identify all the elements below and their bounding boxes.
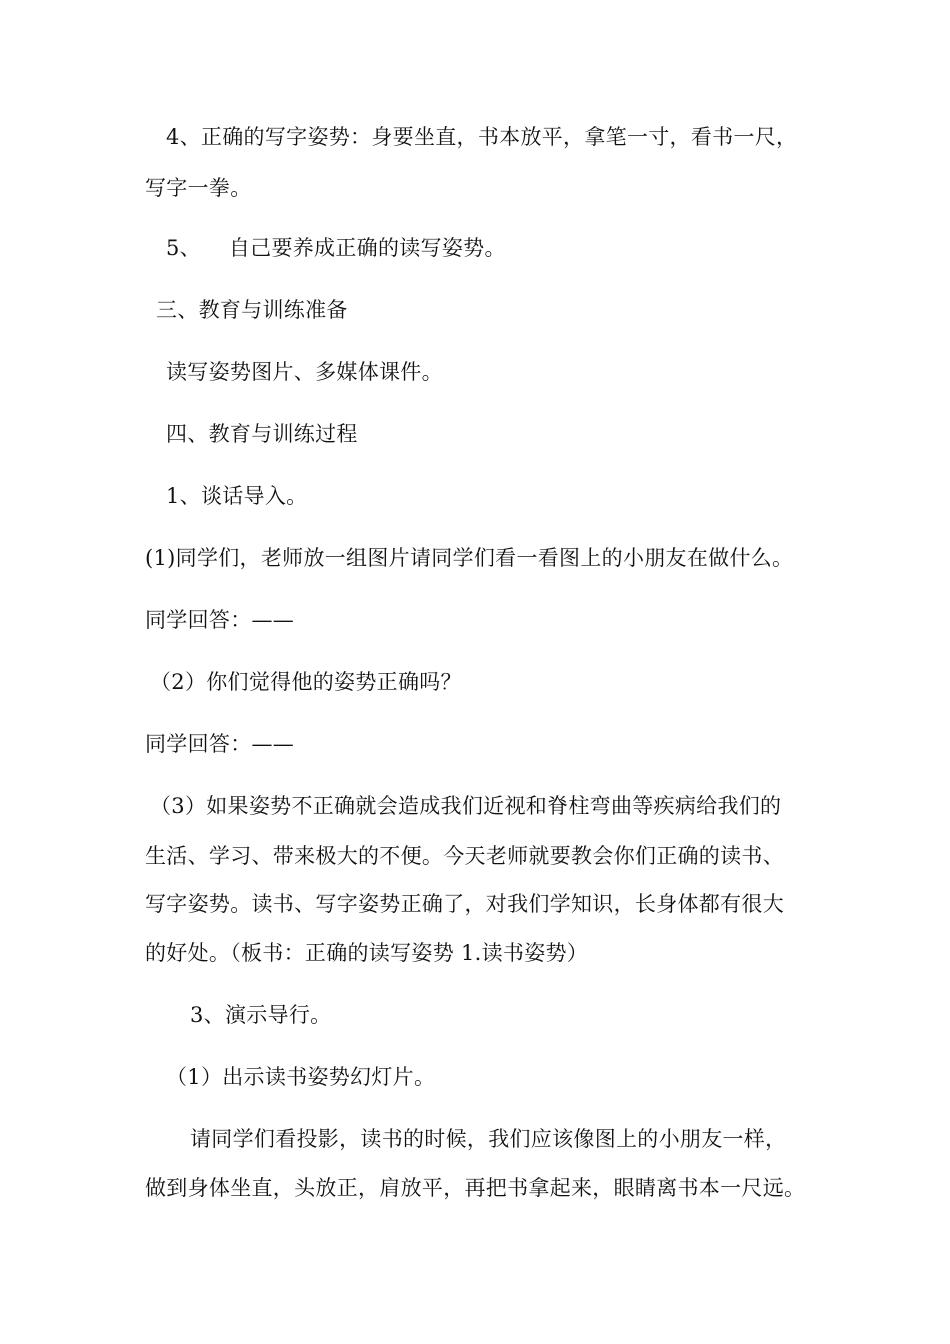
- section-heading: 四、教育与训练过程: [166, 422, 358, 446]
- paragraph-line: 1、谈话导入。: [166, 484, 308, 508]
- paragraph-line: 3、演示导行。: [190, 1003, 332, 1027]
- paragraph-line: 同学回答：——: [145, 608, 295, 632]
- paragraph-line: （3）如果姿势不正确就会造成我们近视和脊柱弯曲等疾病给我们的: [150, 794, 782, 818]
- paragraph-line: 5、 自己要养成正确的读写姿势。: [166, 236, 506, 260]
- paragraph-line: （1）出示读书姿势幻灯片。: [166, 1065, 436, 1089]
- paragraph-line: 写字一拳。: [145, 176, 252, 200]
- paragraph-line: 写字姿势。读书、写字姿势正确了，对我们学知识，长身体都有很大: [145, 892, 784, 916]
- paragraph-line: （2）你们觉得他的姿势正确吗？: [150, 670, 462, 694]
- paragraph-line: 的好处。（板书：正确的读写姿势 1.读书姿势）: [145, 941, 589, 965]
- paragraph-line: 同学回答：——: [145, 732, 295, 756]
- paragraph-line: 做到身体坐直，头放正，肩放平，再把书拿起来，眼睛离书本一尺远。: [145, 1176, 806, 1200]
- paragraph-line: 4、正确的写字姿势：身要坐直，书本放平，拿笔一寸，看书一尺，: [166, 125, 798, 149]
- paragraph-line: 读写姿势图片、多媒体课件。: [166, 360, 443, 384]
- paragraph-line: (1)同学们，老师放一组图片请同学们看一看图上的小朋友在做什么。: [145, 546, 794, 570]
- paragraph-line: 生活、学习、带来极大的不便。今天老师就要教会你们正确的读书、: [145, 844, 784, 868]
- paragraph-line: 请同学们看投影，读书的时候，我们应该像图上的小朋友一样，: [190, 1127, 787, 1151]
- section-heading: 三、教育与训练准备: [156, 298, 348, 322]
